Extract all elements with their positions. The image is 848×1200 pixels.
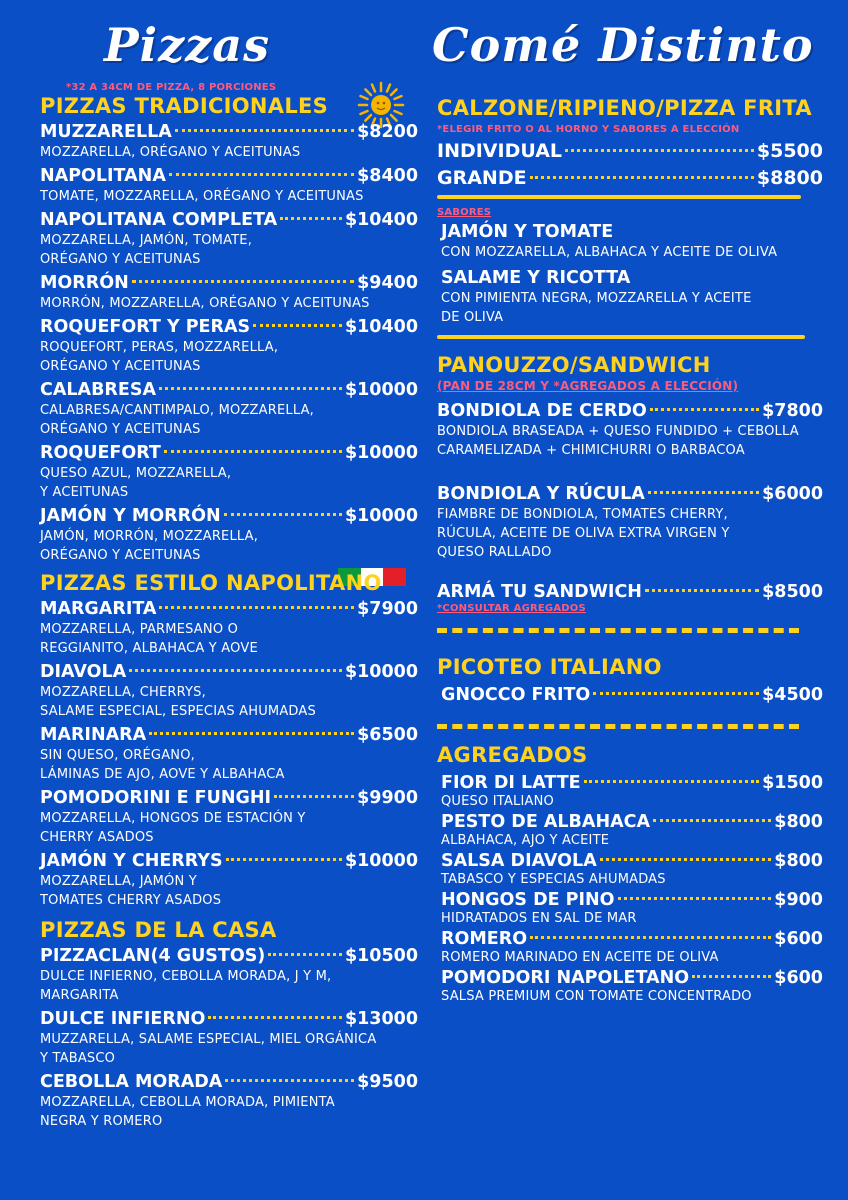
- item-description: Y ACEITUNAS: [40, 485, 129, 500]
- item-name: MARGARITA: [40, 599, 157, 619]
- menu-item-row: [441, 890, 823, 911]
- item-price: $1500: [762, 773, 823, 793]
- dot-leader: [159, 387, 342, 390]
- item-description: CARAMELIZADA + CHIMICHURRI O BARBACOA: [437, 443, 745, 458]
- panouzzo-note: (PAN DE 28CM Y *AGREGADOS A ELECCIÓN): [437, 379, 739, 393]
- item-name: POMODORINI E FUNGHI: [40, 788, 272, 808]
- menu-item: [437, 401, 823, 460]
- item-price: $900: [774, 890, 823, 910]
- dot-leader: [169, 173, 354, 176]
- menu-item-row: [437, 141, 823, 162]
- menu-item: [437, 582, 823, 614]
- item-description: NEGRA Y ROMERO: [40, 1114, 163, 1129]
- item-description: MARGARITA: [40, 988, 119, 1003]
- menu-item-row: [40, 443, 418, 464]
- item-description: MOZZARELLA, HONGOS DE ESTACIÓN Y: [40, 811, 306, 826]
- menu-item-row: [40, 662, 418, 683]
- dot-leader: [159, 606, 354, 609]
- menu-item: [40, 317, 418, 376]
- menu-item-row: [40, 166, 418, 187]
- dot-leader: [530, 936, 771, 939]
- sabores-label: SABORES: [437, 207, 492, 218]
- item-description: ROMERO MARINADO EN ACEITE DE OLIVA: [441, 950, 719, 965]
- menu-item-row: [40, 1072, 418, 1093]
- item-name: NAPOLITANA: [40, 166, 166, 186]
- dot-leader: [132, 280, 354, 283]
- item-description: SALSA PREMIUM CON TOMATE CONCENTRADO: [441, 989, 752, 1004]
- item-description: DE OLIVA: [441, 310, 504, 325]
- menu-item: [441, 685, 823, 706]
- item-name: MARINARA: [40, 725, 147, 745]
- item-description: MUZZARELLA, SALAME ESPECIAL, MIEL ORGÁNICA: [40, 1032, 377, 1047]
- item-name: FIOR DI LATTE: [441, 773, 581, 793]
- item-name: PIZZACLAN(4 GUSTOS): [40, 946, 266, 966]
- item-description: SALAME ESPECIAL, ESPECIAS AHUMADAS: [40, 704, 316, 719]
- item-name: BONDIOLA DE CERDO: [437, 401, 647, 421]
- item-name: ROMERO: [441, 929, 528, 949]
- menu-item: [40, 506, 418, 565]
- item-description: QUESO ITALIANO: [441, 794, 554, 809]
- menu-item-row: [437, 168, 823, 189]
- item-description: MOZZARELLA, CEBOLLA MORADA, PIMIENTA: [40, 1095, 335, 1110]
- item-description: ORÉGANO Y ACEITUNAS: [40, 359, 201, 374]
- item-price: $10000: [344, 662, 418, 682]
- item-description: TOMATES CHERRY ASADOS: [40, 893, 222, 908]
- sabor-item: [441, 222, 823, 262]
- dot-leader: [208, 1016, 342, 1019]
- item-price: $7900: [357, 599, 418, 619]
- dot-leader: [129, 669, 342, 672]
- dot-leader: [224, 513, 342, 516]
- item-price: $10000: [344, 506, 418, 526]
- item-name: GRANDE: [437, 167, 527, 189]
- item-name: ROQUEFORT: [40, 443, 161, 463]
- menu-item-row: [437, 484, 823, 505]
- item-name: MUZZARELLA: [40, 122, 172, 142]
- item-name: JAMÓN Y CHERRYS: [40, 851, 223, 871]
- menu-item-row: [441, 968, 823, 989]
- item-description: MOZZARELLA, CHERRYS,: [40, 685, 206, 700]
- item-price: $10000: [344, 851, 418, 871]
- item-name: DIAVOLA: [40, 662, 127, 682]
- item-description: MORRÓN, MOZZARELLA, ORÉGANO Y ACEITUNAS: [40, 296, 370, 311]
- dot-leader: [280, 217, 342, 220]
- item-name: CALABRESA: [40, 380, 156, 400]
- dot-leader: [274, 795, 354, 798]
- menu-item-row: [40, 380, 418, 401]
- item-description: Y TABASCO: [40, 1051, 116, 1066]
- menu-item: [40, 1009, 418, 1068]
- menu-item: [40, 380, 418, 439]
- item-price: $13000: [344, 1009, 418, 1029]
- menu-item: [40, 599, 418, 658]
- item-name: HONGOS DE PINO: [441, 890, 615, 910]
- item-name: PESTO DE ALBAHACA: [441, 812, 651, 832]
- item-description: MOZZARELLA, JAMÓN Y: [40, 874, 197, 889]
- item-price: $5500: [756, 140, 823, 162]
- item-price: $600: [774, 929, 823, 949]
- item-price: $9900: [357, 788, 418, 808]
- section-title-tradicionales: PIZZAS TRADICIONALES: [40, 94, 329, 118]
- dot-leader: [175, 129, 354, 132]
- item-name: SALAME Y RICOTTA: [441, 268, 631, 288]
- dot-leader: [645, 589, 759, 592]
- section-title-calzone: CALZONE/RIPIENO/PIZZA FRITA: [437, 96, 812, 120]
- menu-item-row: [40, 210, 418, 231]
- item-name: MORRÓN: [40, 273, 129, 293]
- menu-item-row: [441, 812, 823, 833]
- item-description: QUESO AZUL, MOZZARELLA,: [40, 466, 232, 481]
- come-distinto-title: Comé Distinto: [432, 18, 814, 72]
- dot-leader: [565, 149, 754, 152]
- item-name: NAPOLITANA COMPLETA: [40, 210, 278, 230]
- item-price: $6000: [762, 484, 823, 504]
- item-price: $9500: [357, 1072, 418, 1092]
- menu-item-row: [437, 582, 823, 603]
- menu-item-row: [40, 506, 418, 527]
- item-description: ORÉGANO Y ACEITUNAS: [40, 548, 201, 563]
- dot-leader: [600, 858, 772, 861]
- item-price: $10400: [344, 210, 418, 230]
- menu-item: [40, 725, 418, 784]
- item-description: FIAMBRE DE BONDIOLA, TOMATES CHERRY,: [437, 507, 728, 522]
- sabor-item: [441, 268, 823, 327]
- item-name: ROQUEFORT Y PERAS: [40, 317, 251, 337]
- item-name: JAMÓN Y MORRÓN: [40, 506, 221, 526]
- dot-leader: [650, 408, 759, 411]
- item-description: REGGIANITO, ALBAHACA Y AOVE: [40, 641, 258, 656]
- menu-item: [40, 788, 418, 847]
- menu-item-row: [40, 788, 418, 809]
- size-note: *32 A 34CM DE PIZZA, 8 PORCIONES: [66, 82, 277, 93]
- item-description: HIDRATADOS EN SAL DE MAR: [441, 911, 637, 926]
- item-description: QUESO RALLADO: [437, 545, 552, 560]
- dot-leader: [268, 953, 342, 956]
- item-price: $800: [774, 812, 823, 832]
- left-column: [40, 82, 418, 1131]
- dot-leader: [648, 491, 759, 494]
- item-description: TABASCO Y ESPECIAS AHUMADAS: [441, 872, 666, 887]
- menu-item: [441, 851, 823, 888]
- menu-item-row: [441, 222, 823, 243]
- item-description: MOZZARELLA, PARMESANO O: [40, 622, 239, 637]
- menu-item-row: [441, 268, 823, 289]
- item-description: RÚCULA, ACEITE DE OLIVA EXTRA VIRGEN Y: [437, 526, 730, 541]
- item-price: $6500: [357, 725, 418, 745]
- menu-item: [40, 122, 418, 162]
- dot-leader: [593, 692, 759, 695]
- calzone-note: *ELEGIR FRITO O AL HORNO Y SABORES A ELECCIÓN: [437, 124, 740, 135]
- dot-leader: [149, 732, 354, 735]
- menu-item: [441, 968, 823, 1005]
- menu-item-row: [40, 273, 418, 294]
- menu-item-row: [441, 929, 823, 950]
- item-name: SALSA DIAVOLA: [441, 851, 597, 871]
- menu-item: [40, 210, 418, 269]
- menu-item: [437, 484, 823, 562]
- item-description: DULCE INFIERNO, CEBOLLA MORADA, J Y M,: [40, 969, 332, 984]
- section-title-picoteo: PICOTEO ITALIANO: [437, 655, 662, 679]
- menu-item: [40, 946, 418, 1005]
- menu-item: [40, 662, 418, 721]
- menu-item: [40, 273, 418, 313]
- item-price: $9400: [357, 273, 418, 293]
- item-price: $8200: [357, 122, 418, 142]
- menu-item: [40, 851, 418, 910]
- menu-item: [40, 443, 418, 502]
- item-name: CEBOLLA MORADA: [40, 1072, 223, 1092]
- item-description: ROQUEFORT, PERAS, MOZZARELLA,: [40, 340, 279, 355]
- item-description: CALABRESA/CANTIMPALO, MOZZARELLA,: [40, 403, 315, 418]
- item-name: BONDIOLA Y RÚCULA: [437, 484, 645, 504]
- item-name: GNOCCO FRITO: [441, 685, 591, 705]
- item-price: $10000: [344, 443, 418, 463]
- pizzas-title: Pizzas: [104, 18, 271, 72]
- section-title-panouzzo: PANOUZZO/SANDWICH: [437, 353, 711, 377]
- right-column: [437, 96, 823, 1005]
- dot-leader: [618, 897, 772, 900]
- item-description: ALBAHACA, AJO Y ACEITE: [441, 833, 610, 848]
- item-name: INDIVIDUAL: [437, 140, 563, 162]
- menu-item: [437, 141, 823, 162]
- item-note: *CONSULTAR AGREGADOS: [437, 603, 586, 614]
- item-price: $4500: [762, 685, 823, 705]
- item-name: DULCE INFIERNO: [40, 1009, 206, 1029]
- menu-item: [441, 773, 823, 810]
- menu-item-row: [437, 401, 823, 422]
- dot-leader: [225, 1079, 354, 1082]
- item-description: JAMÓN, MORRÓN, MOZZARELLA,: [40, 529, 259, 544]
- dot-leader: [692, 975, 771, 978]
- item-price: $600: [774, 968, 823, 988]
- item-price: $8800: [756, 167, 823, 189]
- menu-item: [40, 1072, 418, 1131]
- item-name: JAMÓN Y TOMATE: [441, 222, 614, 242]
- item-price: $8500: [762, 582, 823, 602]
- item-name: POMODORI NAPOLETANO: [441, 968, 690, 988]
- section-title-casa: PIZZAS DE LA CASA: [40, 918, 277, 942]
- menu-item-row: [40, 599, 418, 620]
- menu-item-row: [441, 685, 823, 706]
- item-price: $10500: [344, 946, 418, 966]
- item-price: $10400: [344, 317, 418, 337]
- dot-leader: [164, 450, 342, 453]
- menu-item-row: [441, 773, 823, 794]
- dot-leader: [226, 858, 342, 861]
- menu-item: [437, 168, 823, 189]
- item-description: ORÉGANO Y ACEITUNAS: [40, 422, 201, 437]
- menu-item-row: [40, 851, 418, 872]
- item-price: $8400: [357, 166, 418, 186]
- menu-item: [40, 166, 418, 206]
- menu-item-row: [441, 851, 823, 872]
- item-description: BONDIOLA BRASEADA + QUESO FUNDIDO + CEBOLLA: [437, 424, 799, 439]
- menu-item-row: [40, 725, 418, 746]
- item-description: CON PIMIENTA NEGRA, MOZZARELLA Y ACEITE: [441, 291, 752, 306]
- item-description: MOZZARELLA, ORÉGANO Y ACEITUNAS: [40, 145, 301, 160]
- dot-leader: [253, 324, 342, 327]
- menu-item-row: [40, 317, 418, 338]
- item-description: LÁMINAS DE AJO, AOVE Y ALBAHACA: [40, 767, 285, 782]
- item-description: CON MOZZARELLA, ALBAHACA Y ACEITE DE OLIVA: [441, 245, 778, 260]
- item-price: $800: [774, 851, 823, 871]
- menu-item-row: [40, 1009, 418, 1030]
- menu-item: [441, 890, 823, 927]
- item-description: ORÉGANO Y ACEITUNAS: [40, 252, 201, 267]
- item-description: SIN QUESO, ORÉGANO,: [40, 748, 195, 763]
- menu-item: [441, 812, 823, 849]
- menu-item-row: [40, 946, 418, 967]
- item-price: $10000: [344, 380, 418, 400]
- item-description: TOMATE, MOZZARELLA, ORÉGANO Y ACEITUNAS: [40, 189, 364, 204]
- item-description: CHERRY ASADOS: [40, 830, 154, 845]
- dot-leader: [530, 176, 754, 179]
- dot-leader: [584, 780, 760, 783]
- menu-item-row: [40, 122, 418, 143]
- dot-leader: [653, 819, 771, 822]
- section-title-agregados: AGREGADOS: [437, 743, 588, 767]
- section-title-napolitano: PIZZAS ESTILO NAPOLITANO: [40, 571, 382, 595]
- item-price: $7800: [762, 401, 823, 421]
- item-name: ARMÁ TU SANDWICH: [437, 582, 642, 602]
- menu-item: [441, 929, 823, 966]
- item-description: MOZZARELLA, JAMÓN, TOMATE,: [40, 233, 253, 248]
